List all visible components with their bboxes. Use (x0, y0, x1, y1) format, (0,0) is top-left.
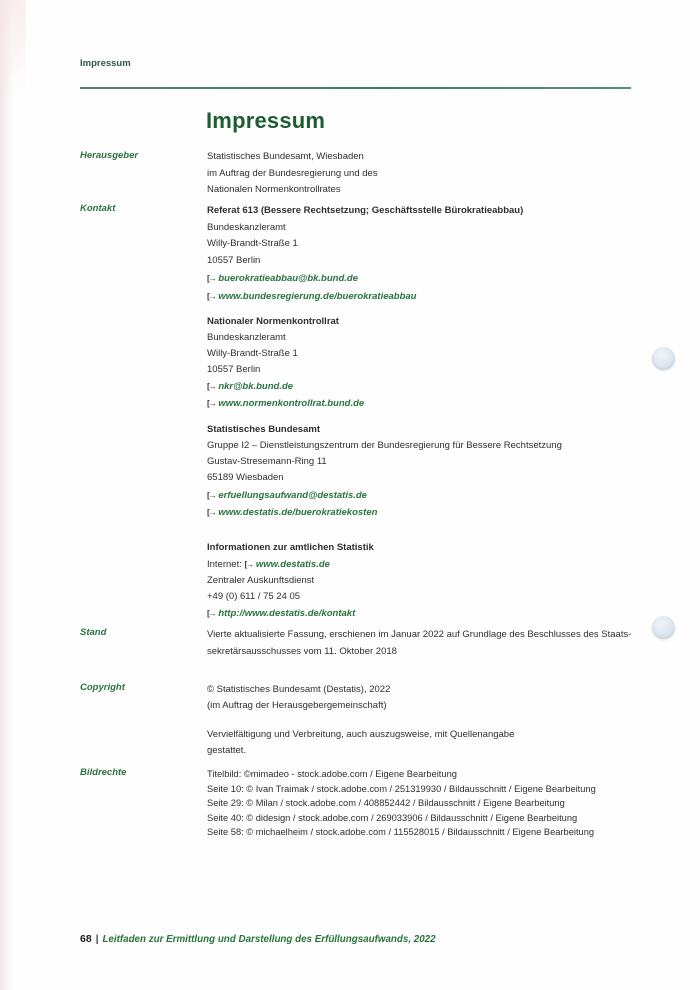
footer-title: Leitfaden zur Ermittlung und Darstellung des Erfüllungsaufwands, 2022 (102, 934, 436, 945)
address-line: Willy-Brandt-Straße 1 (207, 238, 298, 249)
text-line: sekretärsausschusses vom 11. Oktober 2018 (207, 645, 397, 657)
address-line: Gruppe I2 – Dienstleistungszentrum der Bundesregierung für Bessere Rechtsetzung (207, 440, 562, 451)
image-credit-line: Seite 58: © michaelheim / stock.adobe.com / 115528015 / Bildausschnitt / Eigene Bearbeitung (207, 827, 595, 837)
external-link-icon: [→ (207, 608, 216, 618)
link-text: buerokratieabbau@bk.bund.de (218, 273, 358, 284)
image-credit-line: Titelbild: ©mimadeo - stock.adobe.com / Eigene Bearbeitung (207, 769, 457, 779)
contact-heading: Referat 613 (Bessere Rechtsetzung; Geschäftsstelle Bürokratieabbau) (207, 205, 524, 216)
external-link-icon: [→ (207, 490, 216, 500)
link-destatis-email[interactable] (207, 487, 643, 504)
internet-line (207, 556, 643, 573)
link-destatis-home[interactable] (245, 559, 330, 570)
image-credit-line: Seite 10: © Ivan Traimak / stock.adobe.com / 251319930 / Bildausschnitt / Eigene Bearbeitung (207, 783, 596, 794)
copyright-notice-block (207, 727, 643, 758)
kontakt-destatis-links (207, 487, 643, 521)
kontakt-destatis-block (207, 422, 643, 486)
address-line: Bundeskanzleramt (207, 332, 286, 343)
link-destatis-website[interactable] (207, 504, 643, 521)
text-line: Zentraler Auskunftsdienst (207, 575, 315, 586)
text-line: (im Auftrag der Herausgebergemeinschaft) (207, 700, 387, 711)
contact-heading: Nationaler Normenkontrollrat (207, 316, 339, 327)
copyright-block (207, 682, 643, 714)
link-text: www.destatis.de (255, 559, 330, 570)
bildrechte-block (207, 767, 643, 840)
page-title: Impressum (206, 108, 326, 133)
page-number: 68 (80, 933, 92, 945)
address-line: 65189 Wiesbaden (207, 472, 284, 483)
header-rule (80, 87, 631, 89)
label-bildrechte: Bildrechte (80, 767, 127, 778)
link-nkr-email[interactable] (207, 378, 643, 395)
external-link-icon: [→ (207, 290, 216, 301)
label-kontakt: Kontakt (80, 203, 116, 214)
link-text: www.bundesregierung.de/buerokratieabbau (218, 290, 417, 302)
external-link-icon: [→ (244, 559, 253, 569)
punch-hole (652, 616, 675, 639)
text-line: Vervielfältigung und Verbreitung, auch auszugsweise, mit Quellenangabe (207, 729, 515, 740)
external-link-icon: [→ (207, 507, 216, 517)
kontakt-referat-block (207, 203, 643, 269)
kontakt-nkr-links (207, 378, 643, 412)
link-text: erfuellungsaufwand@destatis.de (218, 490, 367, 501)
text-line: im Auftrag der Bundesregierung und des (207, 167, 378, 179)
link-text: nkr@bk.bund.de (218, 381, 294, 392)
external-link-icon: [→ (207, 273, 216, 283)
stand-block (207, 627, 643, 660)
link-text: www.normenkontrollrat.bund.de (218, 398, 365, 409)
scan-edge-tint (0, 0, 12, 990)
kontakt-referat-links (207, 270, 643, 305)
text-line: © Statistisches Bundesamt (Destatis), 2022 (207, 684, 391, 695)
statistik-info-block (207, 540, 643, 622)
address-line: Bundeskanzleramt (207, 221, 286, 233)
label-stand: Stand (80, 627, 107, 638)
label-herausgeber: Herausgeber (80, 150, 139, 161)
contact-heading: Informationen zur amtlichen Statistik (207, 542, 374, 553)
scan-corner-tint (0, 0, 26, 150)
text-line: Vierte aktualisierte Fassung, erschienen im Januar 2022 auf Grundlage des Beschlusses des Staats- (207, 629, 632, 640)
page-footer (80, 933, 436, 945)
label-copyright: Copyright (80, 682, 125, 693)
link-destatis-kontakt[interactable] (207, 605, 643, 622)
text-line: gestattet. (207, 744, 247, 756)
kontakt-nkr-block (207, 314, 643, 378)
external-link-icon: [→ (207, 398, 216, 408)
link-nkr-website[interactable] (207, 395, 643, 412)
contact-heading: Statistisches Bundesamt (207, 424, 320, 435)
address-line: 10557 Berlin (207, 364, 261, 375)
address-line: Willy-Brandt-Straße 1 (207, 348, 298, 359)
external-link-icon: [→ (207, 381, 216, 391)
link-text: http://www.destatis.de/kontakt (218, 608, 356, 619)
image-credit-line: Seite 40: © didesign / stock.adobe.com / 269033906 / Bildausschnitt / Eigene Bearbeitung (207, 812, 578, 823)
text-line: Statistisches Bundesamt, Wiesbaden (207, 151, 364, 162)
address-line: 10557 Berlin (207, 254, 261, 266)
link-text: www.destatis.de/buerokratiekosten (218, 507, 378, 518)
footer-separator: | (95, 934, 99, 945)
internet-label: Internet: (207, 559, 245, 570)
phone-number: +49 (0) 611 / 75 24 05 (207, 591, 301, 602)
link-referat-email[interactable] (207, 270, 643, 288)
address-line: Gustav-Stresemann-Ring 11 (207, 456, 327, 467)
herausgeber-block (207, 149, 643, 199)
image-credit-line: Seite 29: © Milan / stock.adobe.com / 408852442 / Bildausschnitt / Eigene Bearbeitung (207, 798, 565, 808)
punch-hole (652, 347, 675, 370)
text-line: Nationalen Normenkontrollrates (207, 184, 341, 195)
running-header: Impressum (80, 58, 131, 69)
link-referat-website[interactable] (207, 288, 643, 306)
